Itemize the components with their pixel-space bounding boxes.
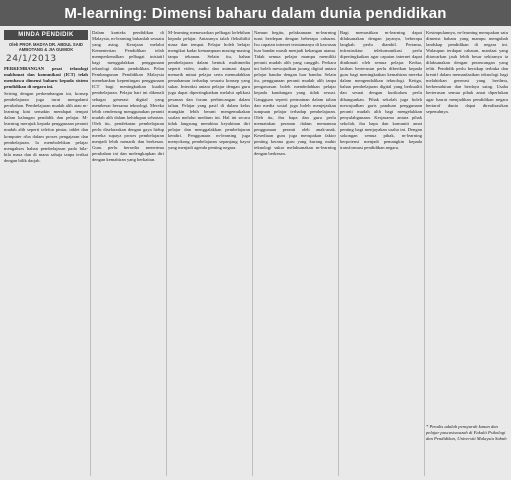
body-paragraph: Bagi memastikan m-learning dapat dilaksanakan dengan jayanya, beberapa langkah perlu diambil. Pertama, infrastruktur telekomunikasi perlu dipertingkatkan agar capaian internet dapat dinikmati oleh semua pelajar. Kedua, latihan berterusan perlu diberikan kepada guru bagi meningkatkan kemahiran mereka dalam mengendalikan teknologi. Ketiga, bahan pembelajaran digital yang berkualiti dan sesuai dengan kurikulum perlu dibangunkan. Pihak sekolah juga boleh mewujudkan garis panduan penggunaan peranti mudah alih bagi mengelakkan penyalahgunaan. Kerjasama antara pihak sekolah, ibu bapa dan komuniti amat penting bagi menjayakan usaha ini. Dengan sokongan semua pihak, m-learning berpotensi menjadi pemangkin kepada transformasi pendidikan negara. <box>340 30 422 150</box>
body-paragraph: Namun begitu, pelaksanaan m-learning turut berdepan dengan beberapa cabaran. Isu capaian internet terutamanya di kawasan luar bandar masih menjadi kekangan utama. Tidak semua pelajar mampu memiliki peranti mudah alih yang canggih. Perkara ini boleh mewujudkan jurang digital antara pelajar bandar dengan luar bandar. Selain itu, penggunaan peranti mudah alih tanpa pengawasan boleh mendedahkan pelajar kepada kandungan yang tidak sesuai. Gangguan seperti permainan dalam talian dan media sosial juga boleh menjejaskan tumpuan pelajar terhadap pembelajaran. Oleh itu, ibu bapa dan guru perlu memainkan peranan dalam memantau penggunaan peranti oleh anak-anak. Kesediaan guru juga merupakan faktor penting kerana guru yang kurang mahir teknologi sukar melaksanakan m-learning dengan berkesan. <box>254 30 336 156</box>
author-footnote: * Penulis adalah pensyarah kanan dan pelajar pascasiswazah di Fakulti Psikologi dan Pendidikan, Universiti Malaysia Sabah <box>426 424 507 441</box>
article-headline: M-learning: Dimensi baharu dalam dunia pendidikan <box>64 4 447 22</box>
headline-banner <box>0 0 511 26</box>
section-tag: MINDA PENDIDIK <box>4 30 88 40</box>
author-byline: Oleh PROF. MADYA DR. ABDUL SAID AMBOTANG & JIA GUMIOK <box>9 42 83 52</box>
column-divider <box>252 30 253 476</box>
body-paragraph: Dalam konteks pendidikan di Malaysia, m-learning bukanlah sesuatu yang asing. Kerajaan melalui Kementerian Pendidikan telah memperkenalkan pelbagai inisiatif bagi menggalakkan penggunaan teknologi dalam pendidikan. Pelan Pembangunan Pendidikan Malaysia menekankan kepentingan penggunaan ICT bagi meningkatkan kualiti pembelajaran. Pelajar hari ini dikenali sebagai generasi digital yang membesar bersama teknologi. Mereka lebih cenderung menggunakan peranti mudah alih dalam kehidupan seharian. Oleh itu, pendekatan pembelajaran perlu diselaraskan dengan gaya hidup mereka supaya proses pembelajaran menjadi lebih menarik dan berkesan. Guru perlu bersedia menerima perubahan ini dan melengkapkan diri dengan kemahiran yang berkaitan. <box>92 30 164 162</box>
article-column-3 <box>168 30 250 474</box>
body-paragraph: Kesimpulannya, m-learning merupakan satu dimensi baharu yang mampu mengubah landskap pendidikan di negara ini. Walaupun terdapat cabaran, manfaat yang ditawarkan jauh lebih besar sekiranya ia dilaksanakan dengan perancangan yang teliti. Pendidik perlu bersikap terbuka dan kreatif dalam memanfaatkan teknologi bagi melahirkan generasi yang berilmu, berkemahiran dan berdaya saing. Usaha berterusan semua pihak amat diperlukan agar hasrat menjadikan pendidikan negara bertaraf dunia dapat direalisasikan sepenuhnya. <box>426 30 508 114</box>
article-column-6 <box>426 30 508 410</box>
handwritten-date: 24/1/2013 <box>6 54 57 64</box>
column-divider <box>90 30 91 476</box>
column-divider <box>338 30 339 476</box>
column-divider <box>424 30 425 476</box>
lead-paragraph: PERKEMBANGAN pesat teknologi maklumat dan komunikasi (ICT) telah membawa dimensi baharu kepada sistem pendidikan di negara ini. <box>4 66 88 90</box>
body-paragraph: M-learning menawarkan pelbagai kelebihan kepada pelajar. Antaranya ialah fleksibiliti masa dan tempat. Pelajar boleh belajar mengikut kadar kemampuan masing-masing tanpa tekanan. Selain itu, bahan pembelajaran dalam bentuk multimedia seperti video, audio dan animasi dapat menarik minat pelajar serta memudahkan pemahaman terhadap sesuatu konsep yang sukar. Interaksi antara pelajar dengan guru juga dapat dipertingkatkan melalui aplikasi pesanan dan forum perbincangan dalam talian. Pelajar yang pasif di dalam kelas mungkin lebih berani mengemukakan soalan melalui medium ini. Hal ini secara tidak langsung membina keyakinan diri pelajar dan menggalakkan pembelajaran kendiri. Penggunaan m-learning juga menyokong pembelajaran sepanjang hayat yang menjadi agenda penting negara. <box>168 30 250 150</box>
column-divider <box>166 30 167 476</box>
article-column-1 <box>4 66 88 436</box>
article-sidebar <box>4 30 88 436</box>
article-column-2 <box>92 30 164 474</box>
article-column-5 <box>340 30 422 474</box>
body-paragraph: Seiring dengan perkembangan ini, konsep pembelajaran juga turut mengalami perubahan. Pembelajaran mudah alih atau m-learning kini semakin mendapat tempat dalam kalangan pendidik dan pelajar. M-learning merujuk kepada penggunaan peranti mudah alih seperti telefon pintar, tablet dan komputer riba dalam proses pengajaran dan pembelajaran. Ia membolehkan pelajar mengakses bahan pembelajaran pada bila-bila masa dan di mana sahaja tanpa terikat dengan bilik darjah. <box>4 91 88 163</box>
article-column-4 <box>254 30 336 474</box>
